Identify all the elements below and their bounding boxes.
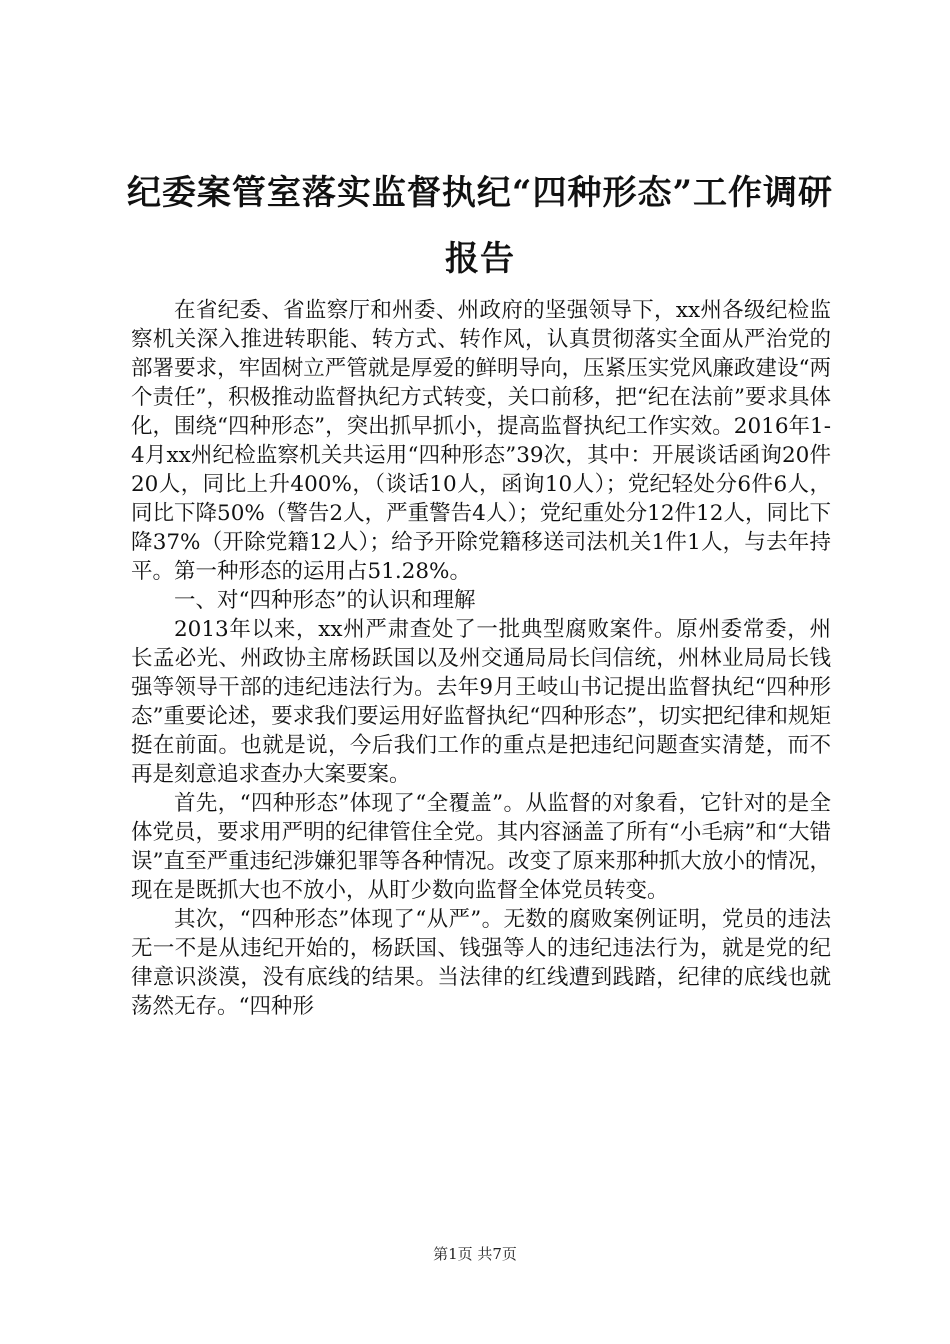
document-body: [131, 296, 831, 1021]
paragraph-second: 其次，“四种形态”体现了“从严”。无数的腐败案例证明，党员的违法无一不是从违纪开始的，杨跃国、钱强等人的违纪违法行为，就是党的纪律意识淡漠，没有底线的结果。当法律的红线遭到践踏，纪律的底线也就荡然无存。“四种形: [131, 907, 831, 1019]
paragraph-first: 首先，“四种形态”体现了“全覆盖”。从监督的对象看，它针对的是全体党员，要求用严明的纪律管住全党。其内容涵盖了所有“小毛病”和“大错误”直至严重违纪涉嫌犯罪等各种情况。改变了原来那种抓大放小的情况，现在是既抓大也不放小，从盯少数向监督全体党员转变。: [131, 791, 831, 903]
paragraph-background: 2013年以来，xx州严肃查处了一批典型腐败案件。原州委常委，州长孟必光、州政协主席杨跃国以及州交通局局长闫信统，州林业局局长钱强等领导干部的违纪违法行为。去年9月王岐山书记提出监督执纪“四种形态”重要论述，要求我们要运用好监督执纪“四种形态”，切实把纪律和规矩挺在前面。也就是说，今后我们工作的重点是把违纪问题查实清楚，而不再是刻意追求查办大案要案。: [131, 617, 831, 787]
document-title: 纪委案管室落实监督执纪“四种形态”工作调研报告: [126, 173, 834, 279]
page-footer: 第1页 共7页: [433, 1245, 517, 1263]
paragraph-intro: 在省纪委、省监察厅和州委、州政府的坚强领导下，xx州各级纪检监察机关深入推进转职能、转方式、转作风，认真贯彻落实全面从严治党的部署要求，牢固树立严管就是厚爱的鲜明导向，压紧压实党风廉政建设“两个责任”，积极推动监督执纪方式转变，关口前移，把“纪在法前”要求具体化，围绕“四种形态”，突出抓早抓小，提高监督执纪工作实效。2016年1-4月xx州纪检监察机关共运用“四种形态”39次，其中：开展谈话函询20件20人，同比上升400%，（谈话10人，函询10人）；党纪轻处分6件6人，同比下降50%（警告2人，严重警告4人）；党纪重处分12件12人，同比下降37%（开除党籍12人）；给予开除党籍移送司法机关1件1人，与去年持平。第一种形态的运用占51.28%。: [131, 298, 831, 584]
section-heading: 一、对“四种形态”的认识和理解: [174, 588, 476, 613]
